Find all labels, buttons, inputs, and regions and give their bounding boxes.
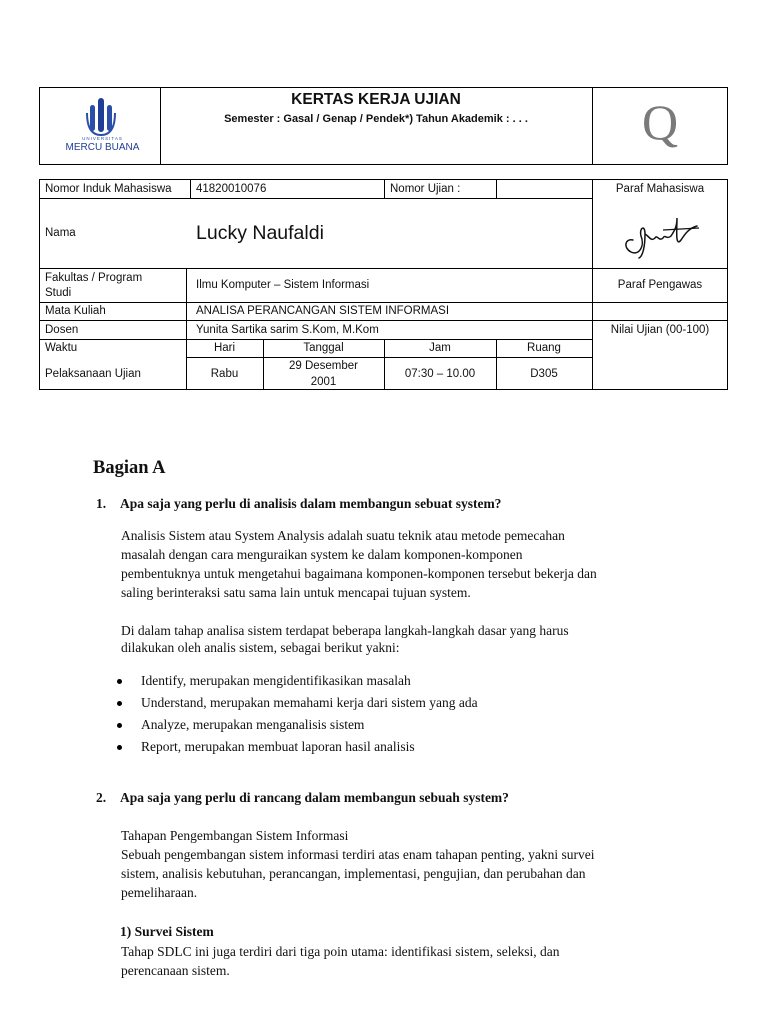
dosen-label: Dosen [45, 323, 79, 336]
text-line: saling berinteraksi satu sama lain untuk mencapai tujuan system. [121, 585, 471, 600]
list-item: Report, merupakan membuat laporan hasil analisis [117, 736, 717, 758]
nomor-ujian-value [496, 179, 592, 198]
paraf-mahasiswa-label: Paraf Mahasiswa [615, 182, 705, 195]
nim-value: 41820010076 [196, 182, 267, 195]
text-line: Analisis Sistem atau System Analysis adalah suatu teknik atau metode pemecahan [121, 528, 565, 543]
tanggal-value-line1: 29 Desember [288, 360, 359, 372]
jam-label: Jam [429, 342, 451, 354]
bullet-icon [117, 723, 122, 728]
text-line: Tahapan Pengembangan Sistem Informasi [121, 828, 349, 843]
question-2-paragraph-1 [121, 826, 731, 902]
nama-label: Nama [45, 227, 76, 239]
logo-text: MERCU BUANA [65, 142, 140, 153]
question-2-subheading: 1) Survei Sistem [120, 924, 214, 939]
nama-value: Lucky Naufaldi [196, 221, 324, 244]
logo-small-text: UNIVERSITAS [82, 136, 123, 141]
question-2-paragraph-2 [121, 942, 731, 980]
paraf-pengawas-label: Paraf Pengawas [617, 279, 703, 291]
list-item: Understand, merupakan memahami kerja dari sistem yang ada [117, 692, 717, 714]
text-line: Di dalam tahap analisa sistem terdapat beberapa langkah-langkah dasar yang harus [121, 623, 569, 638]
list-item: Analyze, merupakan menganalisis sistem [117, 714, 717, 736]
bullet-icon [117, 701, 122, 706]
page-subtitle: Semester : Gasal / Genap / Pendek*) Tahun Akademik : . . . [224, 113, 528, 125]
question-1-number: 1. [96, 496, 107, 511]
corner-letter: Q [641, 94, 679, 150]
text-line: Sebuah pengembangan sistem informasi terdiri atas enam tahapan penting, yakni survei [121, 847, 595, 862]
nilai-label: Nilai Ujian (00-100) [610, 323, 710, 336]
tanggal-value [263, 358, 384, 390]
tanggal-value-line2: 2001 [310, 376, 337, 388]
question-1-paragraph-2 [121, 621, 721, 657]
text-line: perencanaan sistem. [121, 963, 230, 978]
section-title: Bagian A [93, 458, 166, 478]
pelaksanaan-label: Pelaksanaan Ujian [45, 367, 141, 380]
bullet-icon [117, 745, 122, 750]
nim-label: Nomor Induk Mahasiswa [45, 182, 172, 195]
list-item: Identify, merupakan mengidentifikasikan masalah [117, 670, 717, 692]
jam-value: 07:30 – 10.00 [404, 367, 476, 380]
nomor-ujian-label: Nomor Ujian : [390, 182, 461, 195]
fakultas-label [45, 271, 185, 301]
question-1-bullet-list [117, 670, 717, 758]
hari-value: Rabu [210, 367, 239, 380]
bullet-icon [117, 679, 122, 684]
ruang-label: Ruang [527, 342, 561, 354]
signature-icon [615, 208, 705, 263]
dosen-value: Yunita Sartika sarim S.Kom, M.Kom [196, 323, 379, 336]
question-2-number: 2. [96, 790, 107, 805]
question-1-paragraph-1 [121, 526, 721, 602]
question-1-text: Apa saja yang perlu di analisis dalam membangun sebuat system? [120, 496, 502, 511]
text-line: sistem, analisis kebutuhan, perancangan, implementasi, pengujian, dan perubahan dan [121, 866, 586, 881]
page-title: KERTAS KERJA UJIAN [291, 91, 461, 108]
ruang-value: D305 [530, 367, 558, 380]
fakultas-value: Ilmu Komputer – Sistem Informasi [196, 279, 370, 291]
matkul-value: ANALISA PERANCANGAN SISTEM INFORMASI [196, 305, 450, 317]
fakultas-label-line2: Studi [45, 287, 72, 299]
text-line: masalah dengan cara menguraikan system ke dalam komponen-komponen [121, 547, 523, 562]
fakultas-label-line1: Fakultas / Program [45, 272, 143, 284]
matkul-label: Mata Kuliah [45, 305, 106, 317]
logo-mark-icon [60, 95, 145, 137]
text-line: pembentuknya untuk mengetahui bagaimana komponen-komponen tersebut bekerja dan [121, 566, 597, 581]
text-line: dilakukan oleh analis sistem, sebagai berikut yakni: [121, 640, 400, 655]
question-2-text: Apa saja yang perlu di rancang dalam membangun sebuah system? [120, 790, 509, 805]
text-line: pemeliharaan. [121, 885, 198, 900]
hari-label: Hari [213, 342, 236, 354]
tanggal-label: Tanggal [303, 342, 344, 354]
text-line: Tahap SDLC ini juga terdiri dari tiga poin utama: identifikasi sistem, seleksi, dan [121, 944, 560, 959]
waktu-label: Waktu [45, 342, 78, 354]
university-logo [60, 95, 145, 160]
